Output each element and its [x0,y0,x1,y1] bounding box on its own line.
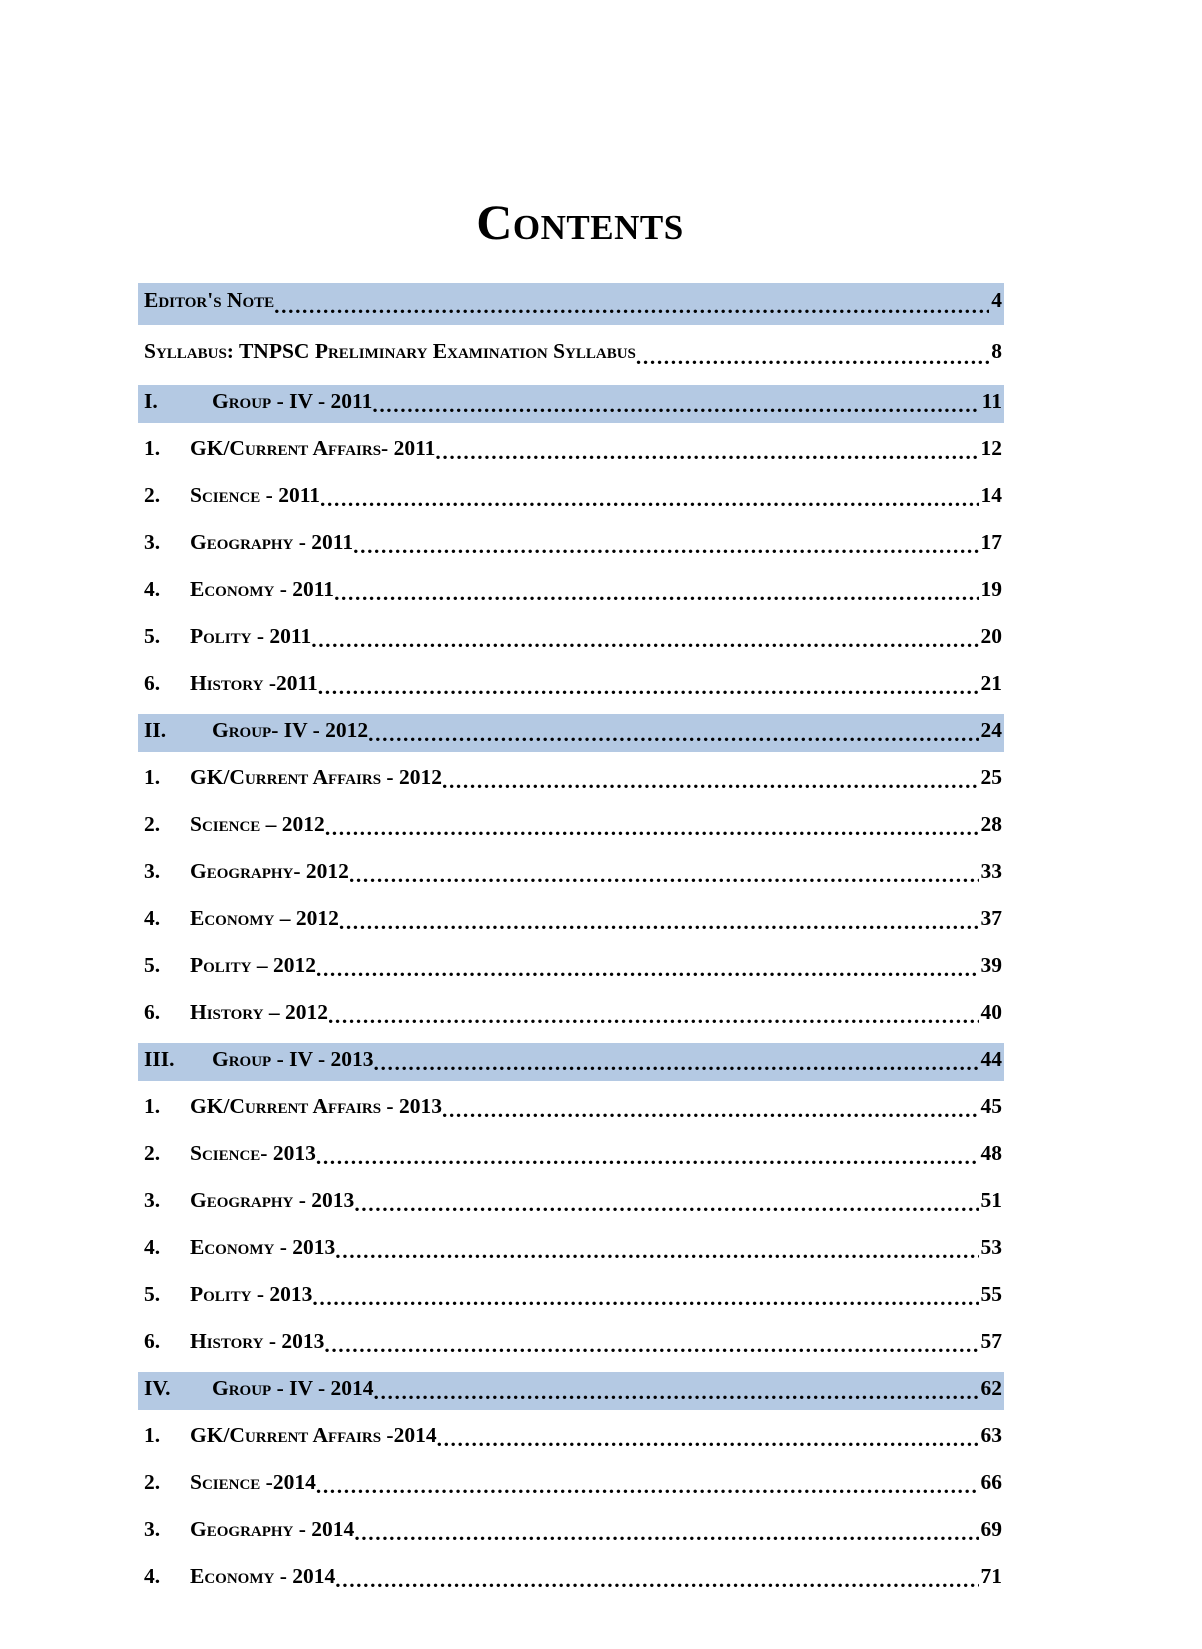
toc-entry[interactable] [138,949,1004,987]
toc-entry-page-number: 33 [980,858,1002,883]
toc-dot-leader [339,914,979,936]
toc-entry-page-number: 8 [991,338,1002,363]
toc-entry-number: 1. [144,1422,161,1447]
toc-entry-label: Polity - 2011 [190,623,312,648]
toc-dot-leader [442,1102,979,1124]
toc-entry[interactable] [138,573,1004,611]
toc-entry[interactable] [138,1419,1004,1457]
toc-dot-leader [328,1008,979,1030]
toc-entry-number: 4. [144,1563,161,1588]
toc-dot-leader [437,1431,979,1453]
toc-entry-number: 3. [144,1187,161,1212]
toc-entry-number: II. [144,717,167,742]
toc-entry-page-number: 40 [980,999,1002,1024]
toc-entry-page-number: 62 [980,1375,1002,1400]
toc-entry-label: Science- 2013 [190,1140,316,1165]
toc-entry-label: Geography- 2012 [190,858,349,883]
toc-entry-label: Economy - 2014 [190,1563,336,1588]
toc-entry[interactable] [138,996,1004,1034]
toc-entry-number: 1. [144,1093,161,1118]
toc-dot-leader [324,1337,978,1359]
toc-entry-label: GK/Current Affairs- 2011 [190,435,436,460]
toc-dot-leader [335,1243,978,1265]
toc-entry-label: Syllabus: TNPSC Preliminary Examination Syllabus [144,338,636,363]
toc-entry-label: Group- IV - 2012 [212,717,369,742]
toc-entry-page-number: 53 [980,1234,1002,1259]
toc-entry[interactable] [138,479,1004,517]
toc-entry-number: 2. [144,482,161,507]
toc-entry[interactable] [138,1466,1004,1504]
toc-entry-label: History -2011 [190,670,318,695]
toc-entry[interactable] [138,714,1004,752]
toc-entry[interactable] [138,1231,1004,1269]
toc-entry-label: Economy - 2011 [190,576,335,601]
toc-entry-number: 1. [144,764,161,789]
toc-entry[interactable] [138,1278,1004,1316]
toc-entry-label: Editor's Note [144,287,275,312]
toc-entry[interactable] [138,1137,1004,1175]
toc-entry-label: Polity - 2013 [190,1281,313,1306]
toc-entry-label: GK/Current Affairs - 2012 [190,764,442,789]
toc-dot-leader [636,349,989,371]
toc-entry-number: 6. [144,1328,161,1353]
toc-entry-number: 5. [144,623,161,648]
toc-entry-number: IV. [144,1375,171,1400]
toc-entry-page-number: 69 [980,1516,1002,1541]
toc-entry[interactable] [138,385,1004,423]
toc-entry-number: 6. [144,999,161,1024]
toc-entry-number: 3. [144,529,161,554]
toc-dot-leader [316,1149,979,1171]
toc-entry-page-number: 71 [980,1563,1002,1588]
toc-entry[interactable] [138,1560,1004,1598]
toc-entry[interactable] [138,620,1004,658]
toc-dot-leader [316,961,979,983]
toc-entry-page-number: 57 [980,1328,1002,1353]
toc-entry-label: Geography - 2014 [190,1516,355,1541]
toc-dot-leader [349,867,979,889]
toc-entry-label: Science – 2012 [190,811,325,836]
toc-entry[interactable] [138,761,1004,799]
toc-dot-leader [318,679,979,701]
toc-entry-page-number: 44 [980,1046,1002,1071]
toc-entry[interactable] [138,855,1004,893]
toc-entry-page-number: 39 [980,952,1002,977]
toc-entry-page-number: 37 [980,905,1002,930]
toc-dot-leader [274,298,989,320]
toc-entry-list [138,283,1004,1598]
toc-dot-leader [335,1572,978,1594]
toc-entry-page-number: 63 [980,1422,1002,1447]
toc-entry-page-number: 14 [980,482,1002,507]
toc-entry-number: 3. [144,858,161,883]
toc-entry-page-number: 4 [991,287,1002,312]
toc-entry[interactable] [138,667,1004,705]
toc-entry-label: Science -2014 [190,1469,316,1494]
page-title: Contents [476,194,684,250]
toc-entry-label: GK/Current Affairs - 2013 [190,1093,442,1118]
toc-entry-number: 6. [144,670,161,695]
toc-entry-page-number: 51 [980,1187,1002,1212]
toc-dot-leader [334,585,978,607]
toc-entry-number: 3. [144,1516,161,1541]
toc-entry-number: 1. [144,435,161,460]
toc-entry-number: 4. [144,905,161,930]
toc-dot-leader [316,1478,979,1500]
toc-entry-number: 2. [144,1469,161,1494]
toc-entry-label: Polity – 2012 [190,952,316,977]
toc-entry-page-number: 25 [980,764,1002,789]
toc-entry-label: Economy - 2013 [190,1234,336,1259]
toc-entry-page-number: 12 [980,435,1002,460]
toc-dot-leader [442,773,979,795]
toc-dot-leader [374,1384,979,1406]
toc-dot-leader [374,1055,979,1077]
toc-entry-label: Geography - 2011 [190,529,354,554]
toc-entry[interactable] [138,1090,1004,1128]
toc-entry-page-number: 28 [980,811,1002,836]
toc-entry[interactable] [138,1325,1004,1363]
toc-entry-label: Group - IV - 2014 [212,1375,374,1400]
toc-entry-label: Group - IV - 2011 [212,388,373,413]
toc-entry[interactable] [138,902,1004,940]
toc-dot-leader [325,820,979,842]
toc-entry[interactable] [138,334,1004,376]
toc-entry[interactable] [138,283,1004,325]
toc-entry-label: Geography - 2013 [190,1187,355,1212]
toc-dot-leader [312,1290,978,1312]
toc-dot-leader [320,491,978,513]
toc-entry-page-number: 55 [980,1281,1002,1306]
toc-entry-page-number: 21 [980,670,1002,695]
toc-entry-page-number: 17 [980,529,1002,554]
toc-dot-leader [353,538,978,560]
toc-entry[interactable] [138,526,1004,564]
toc-dot-leader [311,632,978,654]
toc-entry-label: Group - IV - 2013 [212,1046,374,1071]
toc-entry[interactable] [138,808,1004,846]
toc-entry-label: GK/Current Affairs -2014 [190,1422,437,1447]
toc-entry-page-number: 45 [980,1093,1002,1118]
toc-entry-number: I. [144,388,158,413]
toc-entry-number: 2. [144,811,161,836]
toc-entry[interactable] [138,1513,1004,1551]
toc-entry-label: Economy – 2012 [190,905,339,930]
toc-entry-label: Science - 2011 [190,482,321,507]
toc-entry-page-number: 20 [980,623,1002,648]
toc-dot-leader [368,726,978,748]
toc-entry-page-number: 19 [980,576,1002,601]
table-of-contents [138,196,1004,1607]
toc-entry-number: 4. [144,1234,161,1259]
toc-entry-page-number: 11 [981,388,1002,413]
toc-entry-label: History - 2013 [190,1328,325,1353]
toc-entry-number: III. [144,1046,175,1071]
toc-entry[interactable] [138,1372,1004,1410]
toc-entry-number: 5. [144,952,161,977]
toc-dot-leader [435,444,978,466]
toc-dot-leader [354,1525,978,1547]
toc-entry-number: 5. [144,1281,161,1306]
toc-entry-label: History – 2012 [190,999,328,1024]
toc-entry-page-number: 48 [980,1140,1002,1165]
toc-entry-page-number: 24 [980,717,1002,742]
toc-entry-number: 4. [144,576,161,601]
toc-entry[interactable] [138,432,1004,470]
toc-entry-number: 2. [144,1140,161,1165]
toc-entry[interactable] [138,1184,1004,1222]
toc-dot-leader [372,397,979,419]
toc-entry-page-number: 66 [980,1469,1002,1494]
toc-entry[interactable] [138,1043,1004,1081]
toc-dot-leader [354,1196,978,1218]
